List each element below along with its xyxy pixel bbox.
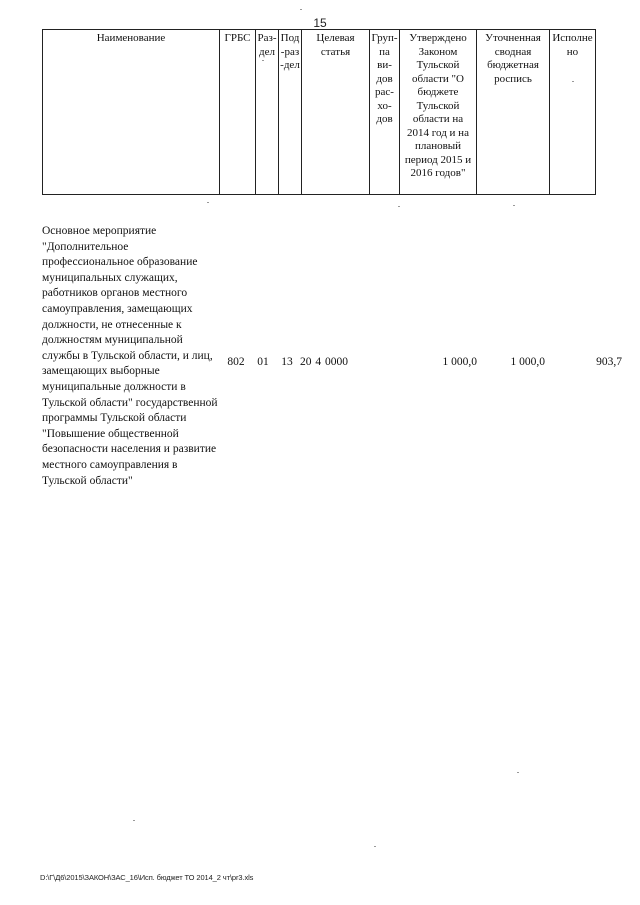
row-razdel: 01 [257,356,269,368]
scan-speck [517,772,519,773]
col-header-target: Целевая статья [302,30,370,195]
header-table [42,29,596,195]
table-row [42,224,622,489]
row-executed: 903,7 [596,356,622,368]
col-header-name: Наименование [43,30,220,195]
row-target: 20 4 0000 [300,356,348,368]
scan-speck [300,9,302,10]
file-path-footer: D:\Г\Д6\2015\ЗАКОН\ЗАС_16\Исп. бюджет ТО 2014_2 чт\pr3.xls [40,873,254,882]
col-header-refined: Уточненная сводная бюджетная роспись [477,30,550,195]
col-header-group: Груп-па ви-дов рас-хо-дов [370,30,400,195]
scan-speck [398,206,400,207]
scan-speck [374,846,376,847]
col-header-executed: Исполнено [550,30,596,195]
row-podrazdel: 13 [281,356,293,368]
scan-speck [262,60,264,61]
col-header-razdel: Раз-дел [256,30,279,195]
col-header-grbs: ГРБС [220,30,256,195]
scan-speck [207,202,209,203]
scan-speck [513,205,515,206]
scan-speck [572,81,574,82]
page-number: 15 [313,16,327,30]
row-refined: 1 000,0 [510,356,545,368]
row-name: Основное мероприятие "Дополнительное профессиональное образование муниципальных служащих, работников органов местного самоуправления, замещающих должности, не отнесенные к должностям муниципальной службы в Тульской области, и лиц, замещающих выборные муниципальные должности в Тульской области" государственной программы Тульской области "Повышение общественной безопасности населения и развитие местного самоуправления в Тульской области" [42,225,218,487]
col-header-podrazdel: Под-раз-дел [279,30,302,195]
row-approved: 1 000,0 [442,356,477,368]
scan-speck [133,820,135,821]
row-grbs: 802 [227,356,245,368]
col-header-approved: Утверждено Законом Тульской области "О бюджете Тульской области на 2014 год и на плановый период 2015 и 2016 годов" [400,30,477,195]
